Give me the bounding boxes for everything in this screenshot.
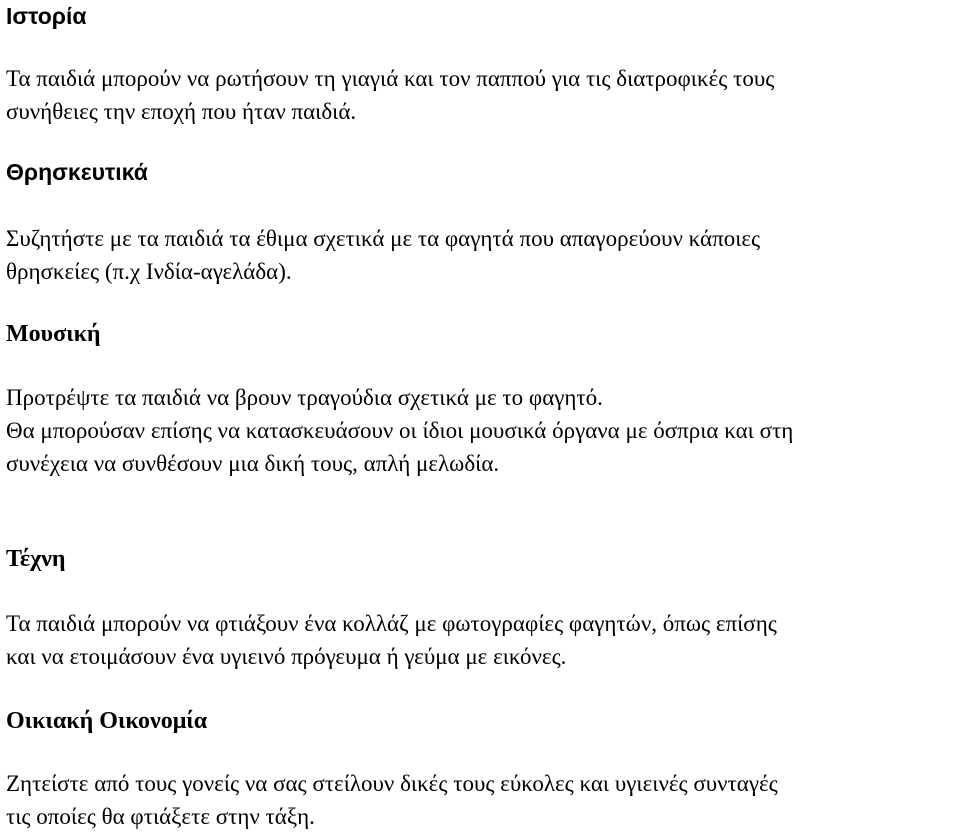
paragraph-history (6, 62, 774, 128)
paragraph-line: συνήθειες την εποχή που ήταν παιδιά. (6, 99, 357, 124)
paragraph-art (6, 607, 777, 673)
paragraph-line: Συζητήστε με τα παιδιά τα έθιμα σχετικά με τα φαγητά που απαγορεύουν κάποιες (6, 226, 761, 251)
paragraph-line: θρησκείες (π.χ Ινδία-αγελάδα). (6, 259, 292, 284)
paragraph-home-economics (6, 767, 778, 833)
heading-home-economics: Οικιακή Οικονομία (6, 708, 208, 734)
heading-art: Τέχνη (6, 546, 66, 572)
paragraph-line: Τα παιδιά μπορούν να φτιάξουν ένα κολλάζ με φωτογραφίες φαγητών, όπως επίσης (6, 611, 777, 636)
paragraph-line: Τα παιδιά μπορούν να ρωτήσουν τη γιαγιά και τον παππού για τις διατροφικές τους (6, 66, 775, 91)
paragraph-line: συνέχεια να συνθέσουν μια δική τους, απλή μελωδία. (6, 451, 500, 476)
heading-music: Μουσική (6, 321, 101, 347)
paragraph-line: και να ετοιμάσουν ένα υγιεινό πρόγευμα ή γεύμα με εικόνες. (6, 644, 567, 669)
paragraph-music (6, 381, 793, 480)
paragraph-line: Θα μπορούσαν επίσης να κατασκευάσουν οι ίδιοι μουσικά όργανα με όσπρια και στη (6, 418, 794, 443)
paragraph-religion (6, 222, 760, 288)
heading-history: Ιστορία (6, 3, 87, 29)
paragraph-line: Ζητείστε από τους γονείς να σας στείλουν δικές τους εύκολες και υγιεινές συνταγές (6, 771, 778, 796)
paragraph-line: τις οποίες θα φτιάξετε στην τάξη. (6, 804, 315, 829)
heading-religion: Θρησκευτικά (6, 159, 148, 185)
paragraph-line: Προτρέψτε τα παιδιά να βρουν τραγούδια σχετικά με το φαγητό. (6, 385, 603, 410)
